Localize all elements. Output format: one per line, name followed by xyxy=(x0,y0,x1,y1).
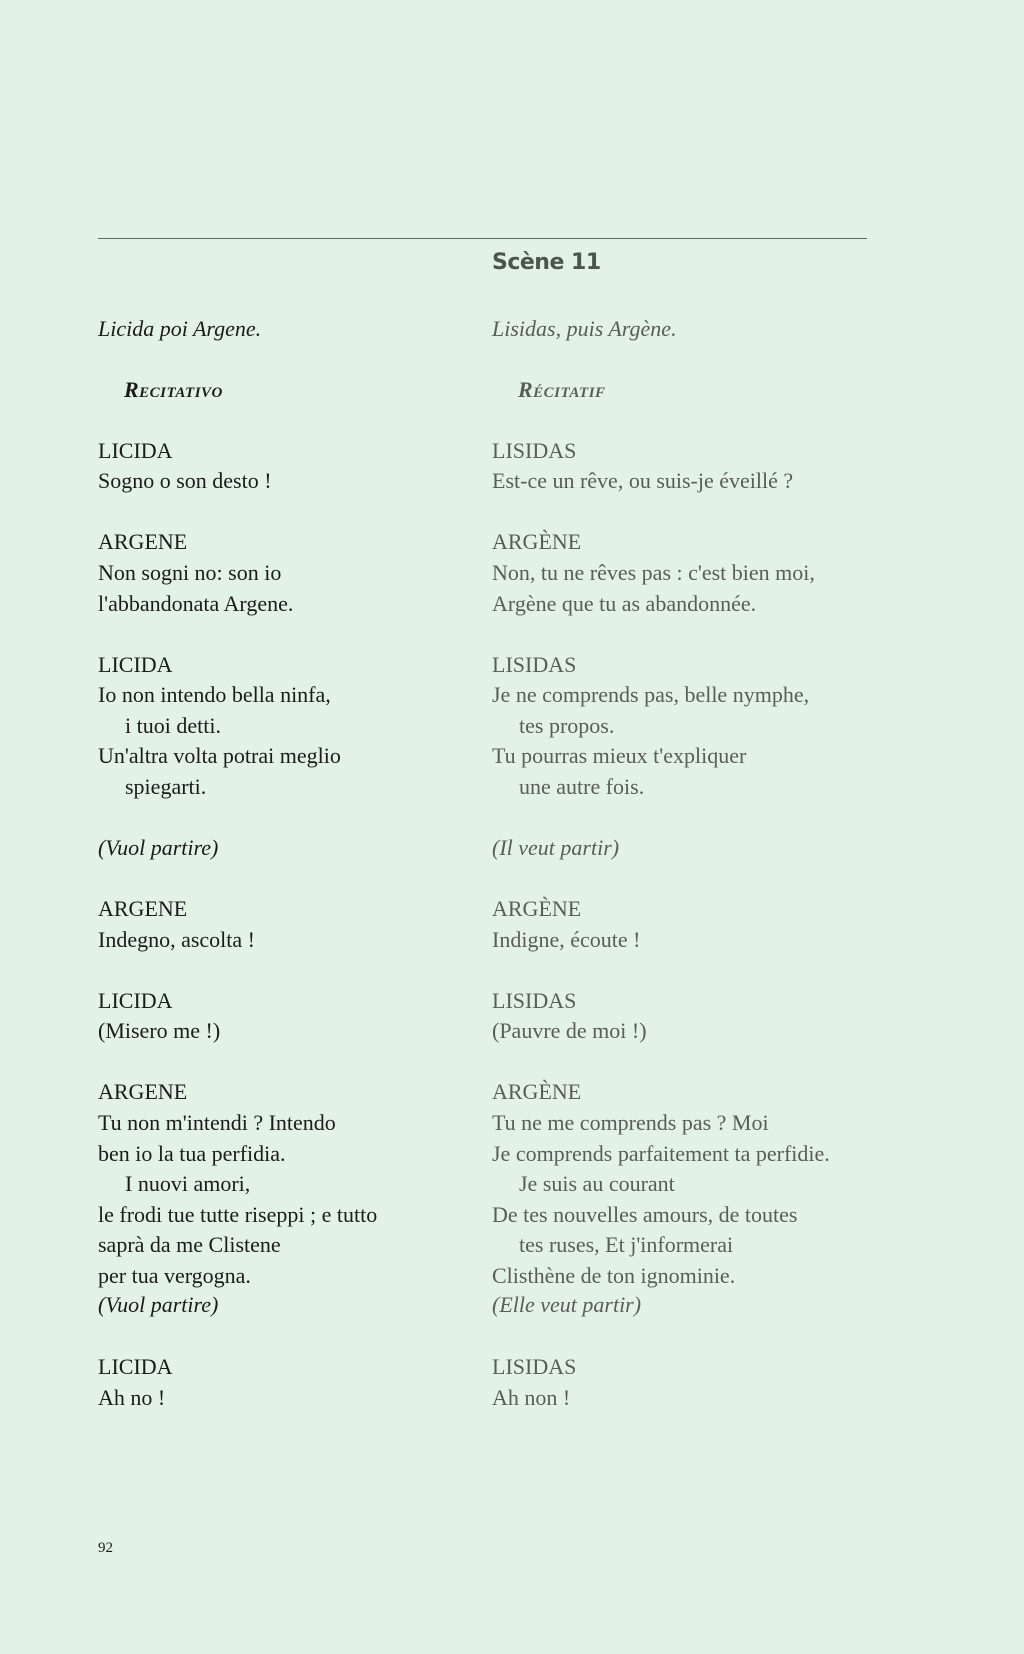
verse-line: Ah non ! xyxy=(492,1385,571,1410)
stage-direction: (Il veut partir) xyxy=(492,835,620,860)
verse-line-indent: tes propos. xyxy=(519,713,615,738)
verse-line: Io non intendo bella ninfa, xyxy=(98,682,331,707)
speaker: LISIDAS xyxy=(492,652,577,677)
stage-intro: Licida poi Argene. xyxy=(98,316,262,341)
stage-direction: (Vuol partire) xyxy=(98,1292,219,1317)
speaker: ARGENE xyxy=(98,1079,188,1104)
speaker: ARGENE xyxy=(98,529,188,554)
verse-line: Tu ne me comprends pas ? Moi xyxy=(492,1110,769,1135)
verse-line: (Misero me !) xyxy=(98,1018,221,1043)
verse-line: l'abbandonata Argene. xyxy=(98,591,294,616)
speaker: ARGÈNE xyxy=(492,529,582,554)
verse-line: Je ne comprends pas, belle nymphe, xyxy=(492,682,810,707)
verse-line-indent: I nuovi amori, xyxy=(125,1171,251,1196)
verse-line: Non sogni no: son io xyxy=(98,560,282,585)
verse-line: Tu non m'intendi ? Intendo xyxy=(98,1110,336,1135)
section-heading: Récitatif xyxy=(518,377,606,402)
verse-line: saprà da me Clistene xyxy=(98,1232,281,1257)
verse-line: De tes nouvelles amours, de toutes xyxy=(492,1202,798,1227)
verse-line: Ah no ! xyxy=(98,1385,166,1410)
speaker: LISIDAS xyxy=(492,438,577,463)
verse-line: le frodi tue tutte riseppi ; e tutto xyxy=(98,1202,378,1227)
verse-line-indent: tes ruses, Et j'informerai xyxy=(519,1232,734,1257)
verse-line: Sogno o son desto ! xyxy=(98,468,272,493)
speaker: LICIDA xyxy=(98,438,173,463)
verse-line: Argène que tu as abandonnée. xyxy=(492,591,757,616)
speaker: ARGÈNE xyxy=(492,896,582,921)
speaker: ARGENE xyxy=(98,896,188,921)
verse-line: Clisthène de ton ignominie. xyxy=(492,1263,736,1288)
verse-line: Un'altra volta potrai meglio xyxy=(98,743,341,768)
verse-line: Est-ce un rêve, ou suis-je éveillé ? xyxy=(492,468,794,493)
verse-line-indent: Je suis au courant xyxy=(519,1171,675,1196)
verse-line: per tua vergogna. xyxy=(98,1263,251,1288)
verse-line-indent: une autre fois. xyxy=(519,774,645,799)
speaker: LICIDA xyxy=(98,1354,173,1379)
speaker: LICIDA xyxy=(98,988,173,1013)
page-number: 92 xyxy=(98,1540,113,1556)
verse-line-indent: spiegarti. xyxy=(125,774,207,799)
speaker: ARGÈNE xyxy=(492,1079,582,1104)
verse-line: ben io la tua perfidia. xyxy=(98,1141,286,1166)
scene-title: Scène 11 xyxy=(492,250,601,275)
verse-line: Indegno, ascolta ! xyxy=(98,927,255,952)
verse-line: (Pauvre de moi !) xyxy=(492,1018,647,1043)
verse-line: Non, tu ne rêves pas : c'est bien moi, xyxy=(492,560,815,585)
header-rule xyxy=(98,238,867,239)
verse-line: Indigne, écoute ! xyxy=(492,927,641,952)
verse-line-indent: i tuoi detti. xyxy=(125,713,221,738)
verse-line: Je comprends parfaitement ta perfidie. xyxy=(492,1141,830,1166)
speaker: LISIDAS xyxy=(492,988,577,1013)
stage-direction: (Vuol partire) xyxy=(98,835,219,860)
section-heading: Recitativo xyxy=(124,377,223,402)
speaker: LISIDAS xyxy=(492,1354,577,1379)
stage-direction: (Elle veut partir) xyxy=(492,1292,642,1317)
verse-line: Tu pourras mieux t'expliquer xyxy=(492,743,747,768)
speaker: LICIDA xyxy=(98,652,173,677)
stage-intro: Lisidas, puis Argène. xyxy=(492,316,677,341)
